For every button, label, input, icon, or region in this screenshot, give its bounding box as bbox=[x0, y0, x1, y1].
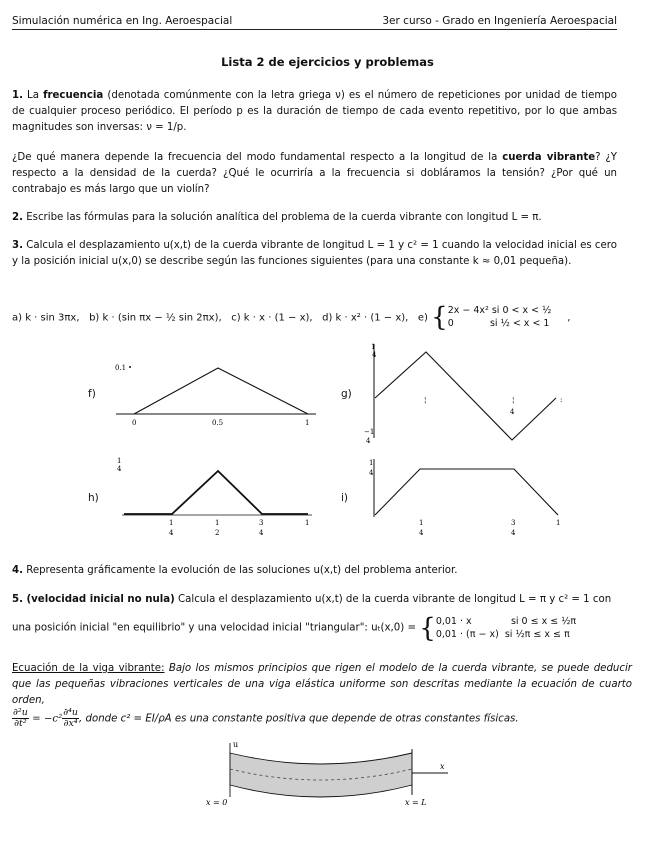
option-e-case2-cond: si ½ < x < 1 bbox=[489, 318, 550, 330]
plot-g-label: g) bbox=[341, 388, 352, 400]
plot-f-ymark-dot bbox=[129, 366, 131, 368]
plot-h-xtick-2: 1 bbox=[215, 519, 220, 527]
plot-g-curve bbox=[375, 352, 556, 440]
plot-g-ytick-bottom: −1 bbox=[364, 428, 375, 436]
plot-i-xtick-2: 3 bbox=[511, 519, 516, 527]
plot-f-tick-1: 1 bbox=[305, 419, 310, 427]
option-a: a) k · sin 3πx, bbox=[12, 312, 80, 324]
plot-i-xtick-2-den: 4 bbox=[511, 529, 516, 537]
beam-left-label: x = 0 bbox=[206, 798, 228, 807]
plot-f-ymark: 0.1 bbox=[115, 364, 127, 372]
beam-figure bbox=[200, 735, 460, 815]
plot-i-xtick-1-den: 4 bbox=[419, 529, 424, 537]
exercise-1b-text: ? ¿Y respecto a la densidad de la cuerda? ¿Qué le ocurriría a la frecuencia si dobláramos la tensión? ¿Por qué un contrabajo es más largo que un violín? bbox=[12, 152, 618, 195]
exercise-1-text: (denotada comúnmente con la letra griega ν) es el número de repeticiones por unidad de tiempo de cualquier proceso periódico. El período p es la duración de tiempo de cada evento repetitivo, por lo que ambas magnitudes son inversas: ν = 1/p. bbox=[12, 90, 617, 133]
plot-g-ytick-top: 1 bbox=[371, 343, 376, 351]
plot-f-label: f) bbox=[88, 388, 96, 400]
exercise-5-line2-text: una posición inicial "en equilibrio" y una velocidad inicial "triangular": uₜ(x,0) = bbox=[12, 622, 417, 634]
option-e-case1-expr: 2x − 4x² bbox=[447, 305, 489, 316]
plot-h-ytick: 1 bbox=[117, 457, 122, 465]
beam-eq-lhs-num: ∂²u bbox=[13, 707, 28, 719]
plot-h-xtick-1: 1 bbox=[169, 519, 174, 527]
exercise-1b-pre: ¿De qué manera depende la frecuencia del modo fundamental respecto a la longitud de la bbox=[12, 152, 503, 163]
option-e-case1 bbox=[448, 305, 552, 316]
beam-body bbox=[230, 753, 412, 797]
exercise-2-number: 2. bbox=[12, 212, 23, 223]
plot-g-mark-1: ¦ bbox=[424, 396, 427, 404]
plot-g-ytick-bottom-den: 4 bbox=[366, 437, 371, 445]
exercise-5-case2-expr: 0,01 · (π − x) bbox=[435, 629, 499, 641]
option-c: c) k · x · (1 − x), bbox=[231, 312, 313, 324]
exercise-1b-bold: cuerda vibrante bbox=[502, 152, 596, 163]
option-e-brace: { bbox=[431, 302, 448, 333]
exercise-5-brace: { bbox=[419, 613, 436, 644]
exercise-4 bbox=[12, 563, 617, 579]
plot-f-tick-half: 0.5 bbox=[212, 419, 224, 427]
exercise-5-case1-cond: si 0 ≤ x ≤ ½π bbox=[510, 616, 577, 627]
exercise-4-text: Representa gráficamente la evolución de las soluciones u(x,t) del problema anterior. bbox=[22, 565, 458, 576]
beam-eq-lhs-den: ∂t² bbox=[14, 718, 27, 730]
exercise-5-text: Calcula el desplazamiento u(x,t) de la cuerda vibrante de longitud L = π y c² = 1 con bbox=[174, 594, 612, 605]
plot-h-xtick-2-den: 2 bbox=[215, 529, 220, 537]
plot-h-curve bbox=[124, 471, 308, 514]
exercise-5-number: 5. bbox=[12, 594, 23, 605]
exercise-1 bbox=[12, 88, 617, 135]
beam-heading: Ecuación de la viga vibrante: bbox=[12, 663, 165, 674]
plot-h bbox=[112, 455, 322, 540]
exercise-1-questions bbox=[12, 150, 617, 197]
beam-eq-mid: = −c² bbox=[28, 713, 63, 725]
plot-i-label: i) bbox=[341, 492, 349, 504]
option-e: e) bbox=[417, 312, 428, 324]
option-e-case2-expr: 0 bbox=[447, 318, 454, 330]
plot-f-tick-0: 0 bbox=[132, 419, 137, 427]
option-trailing-comma: , bbox=[567, 312, 571, 324]
exercise-3 bbox=[12, 238, 617, 270]
beam-u-label: u bbox=[233, 740, 239, 749]
header-course-year: 3er curso - Grado en Ingeniería Aeroespacial bbox=[382, 15, 617, 27]
exercise-2-text: Escribe las fórmulas para la solución analítica del problema de la cuerda vibrante con longitud L = π. bbox=[22, 212, 542, 223]
plot-g-mark-2: ¦ bbox=[512, 396, 515, 404]
header-course-title: Simulación numérica en Ing. Aeroespacial bbox=[12, 15, 233, 27]
plot-f bbox=[112, 358, 322, 430]
beam-x-label: x bbox=[440, 762, 445, 771]
exercise-2 bbox=[12, 210, 617, 226]
exercise-5-case2-cond: si ½π ≤ x ≤ π bbox=[504, 629, 570, 641]
plot-i-xtick-1: 1 bbox=[419, 519, 424, 527]
plot-h-xtick-4: 1 bbox=[305, 519, 310, 527]
plot-i-ytick-den: 4 bbox=[369, 469, 374, 477]
option-d: d) k · x² · (1 − x), bbox=[322, 312, 409, 324]
plot-h-xtick-3: 3 bbox=[259, 519, 264, 527]
exercise-5 bbox=[12, 592, 617, 608]
plot-g-mark-2-den: 4 bbox=[510, 408, 515, 416]
beam-text-1: Bajo los mismos principios que rigen el modelo de la cuerda vibrante, se puede deducir que las pequeñas vibraciones verticales de una viga elástica uniforme son descritas mediante la ecuación de cuarto orden, bbox=[12, 663, 632, 706]
exercise-1-bold: frecuencia bbox=[43, 90, 104, 101]
plot-i-xtick-3: 1 bbox=[556, 519, 561, 527]
plot-g-ytick-top-den: 4 bbox=[372, 351, 377, 359]
exercise-5-case2 bbox=[436, 629, 570, 640]
page-title: Lista 2 de ejercicios y problemas bbox=[221, 55, 434, 69]
exercise-1-pre: La bbox=[22, 90, 44, 101]
plot-g bbox=[362, 340, 572, 450]
option-e-case1-cond: si 0 < x < ½ bbox=[491, 305, 552, 316]
beam-eq-lhs bbox=[12, 708, 29, 729]
exercise-5-case1 bbox=[436, 616, 576, 627]
exercise-5-bold: (velocidad inicial no nula) bbox=[22, 594, 175, 605]
option-b: b) k · (sin πx − ½ sin 2πx), bbox=[89, 312, 222, 324]
header-rule bbox=[12, 29, 617, 30]
plot-h-xtick-1-den: 4 bbox=[169, 529, 174, 537]
beam-eq-rhs bbox=[62, 708, 79, 729]
exercise-3-number: 3. bbox=[12, 240, 23, 251]
exercise-5-line2 bbox=[12, 615, 576, 642]
exercise-1-number: 1. bbox=[12, 90, 23, 101]
plot-g-mark-3: : bbox=[560, 396, 563, 404]
beam-equation-paragraph bbox=[12, 661, 632, 729]
plot-h-xtick-3-den: 4 bbox=[259, 529, 264, 537]
option-e-case2 bbox=[448, 318, 550, 329]
beam-right-label: x = L bbox=[405, 798, 427, 807]
plot-f-curve bbox=[134, 368, 308, 414]
exercise-3-text: Calcula el desplazamiento u(x,t) de la cuerda vibrante de longitud L = 1 y c² = 1 cuando la velocidad inicial es cero y la posición inicial u(x,0) se describe según las funciones siguientes (para una constante k ≈ 0,01 pequeña). bbox=[12, 240, 617, 267]
beam-eq-rhs-num: ∂⁴u bbox=[63, 707, 79, 719]
exercise-4-number: 4. bbox=[12, 565, 23, 576]
plot-i bbox=[362, 455, 572, 540]
exercise-3-options bbox=[12, 304, 632, 331]
plot-i-ytick: 1 bbox=[369, 459, 374, 467]
plot-i-curve bbox=[375, 469, 558, 515]
beam-text-2: , donde c² = EI/ρA es una constante positiva que depende de otras constantes físicas. bbox=[79, 713, 519, 725]
plot-h-ytick-den: 4 bbox=[117, 465, 122, 473]
beam-eq-rhs-den: ∂x⁴ bbox=[63, 718, 78, 730]
exercise-5-cases bbox=[436, 615, 576, 642]
exercise-5-case1-expr: 0,01 · x bbox=[435, 616, 472, 627]
option-e-cases bbox=[448, 304, 552, 331]
plot-h-label: h) bbox=[88, 492, 99, 504]
